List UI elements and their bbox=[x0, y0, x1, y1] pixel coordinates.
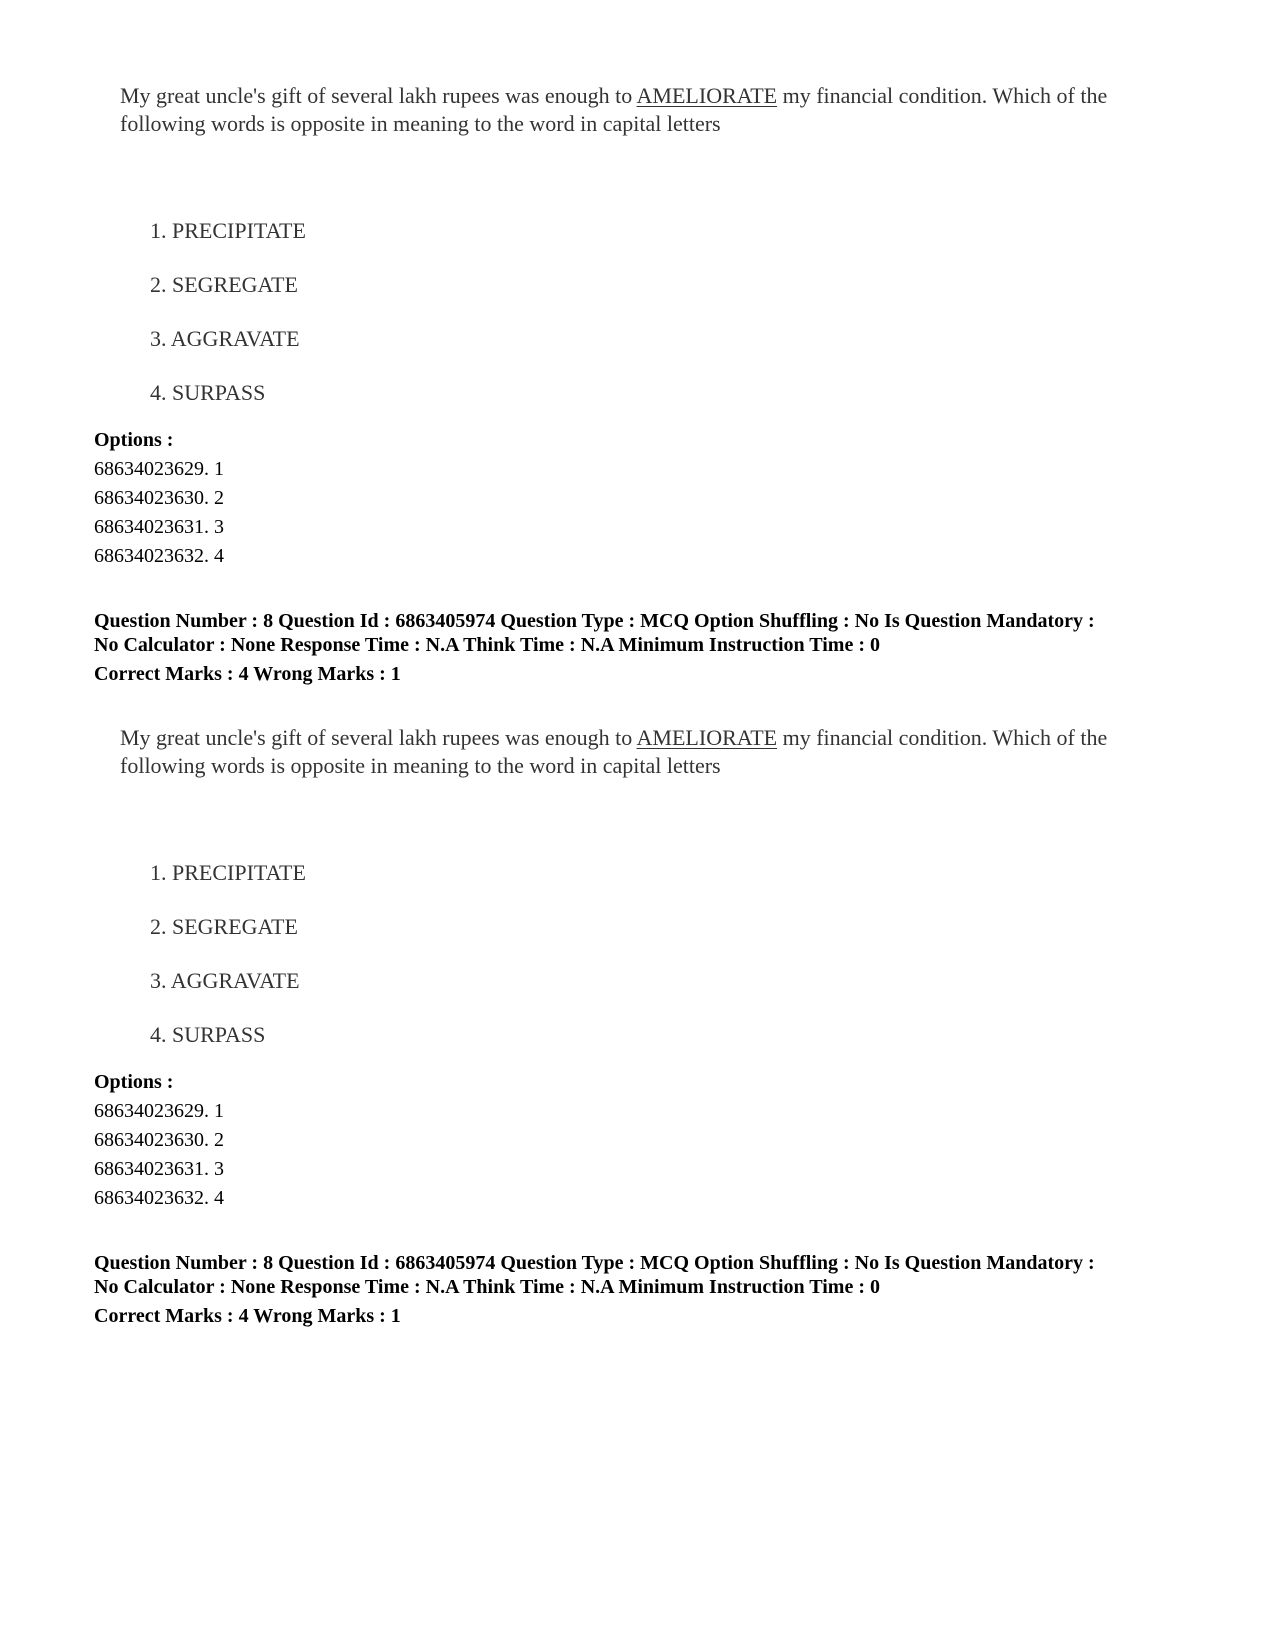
option-row: 68634023629. 1 bbox=[94, 458, 224, 480]
question-meta-line: Question Number : 8 Question Id : 6863405974 Question Type : MCQ Option Shuffling : No Is Question Mandatory : bbox=[94, 1252, 1095, 1274]
question-text-after: my financial condition. Which of the following words is opposite in meaning to the word in capital letters bbox=[120, 725, 1108, 778]
question-text bbox=[120, 724, 1190, 780]
options-label: Options : bbox=[94, 429, 174, 451]
marks-line: Correct Marks : 4 Wrong Marks : 1 bbox=[94, 1305, 401, 1327]
answer-choice: 4. SURPASS bbox=[150, 380, 266, 405]
option-row: 68634023629. 1 bbox=[94, 1100, 224, 1122]
option-row: 68634023632. 4 bbox=[94, 545, 224, 567]
marks-line: Correct Marks : 4 Wrong Marks : 1 bbox=[94, 663, 401, 685]
question-meta-line: No Calculator : None Response Time : N.A Think Time : N.A Minimum Instruction Time : 0 bbox=[94, 1276, 880, 1298]
answer-choice: 3. AGGRAVATE bbox=[150, 326, 300, 351]
question-text-before: My great uncle's gift of several lakh rupees was enough to bbox=[120, 725, 637, 750]
question-meta-line: No Calculator : None Response Time : N.A Think Time : N.A Minimum Instruction Time : 0 bbox=[94, 634, 880, 656]
answer-choice: 2. SEGREGATE bbox=[150, 914, 298, 939]
option-row: 68634023630. 2 bbox=[94, 487, 224, 509]
question-text-before: My great uncle's gift of several lakh rupees was enough to bbox=[120, 83, 637, 108]
answer-choice: 2. SEGREGATE bbox=[150, 272, 298, 297]
question-meta-line: Question Number : 8 Question Id : 6863405974 Question Type : MCQ Option Shuffling : No Is Question Mandatory : bbox=[94, 610, 1095, 632]
option-row: 68634023631. 3 bbox=[94, 516, 224, 538]
option-row: 68634023631. 3 bbox=[94, 1158, 224, 1180]
question-text bbox=[120, 82, 1190, 138]
option-row: 68634023630. 2 bbox=[94, 1129, 224, 1151]
question-keyword: AMELIORATE bbox=[636, 725, 778, 750]
question-text-after: my financial condition. Which of the following words is opposite in meaning to the word in capital letters bbox=[120, 83, 1108, 136]
options-label: Options : bbox=[94, 1071, 174, 1093]
answer-choice: 4. SURPASS bbox=[150, 1022, 266, 1047]
answer-choice: 1. PRECIPITATE bbox=[150, 218, 306, 243]
question-keyword: AMELIORATE bbox=[636, 83, 778, 108]
option-row: 68634023632. 4 bbox=[94, 1187, 224, 1209]
answer-choice: 3. AGGRAVATE bbox=[150, 968, 300, 993]
answer-choice: 1. PRECIPITATE bbox=[150, 860, 306, 885]
